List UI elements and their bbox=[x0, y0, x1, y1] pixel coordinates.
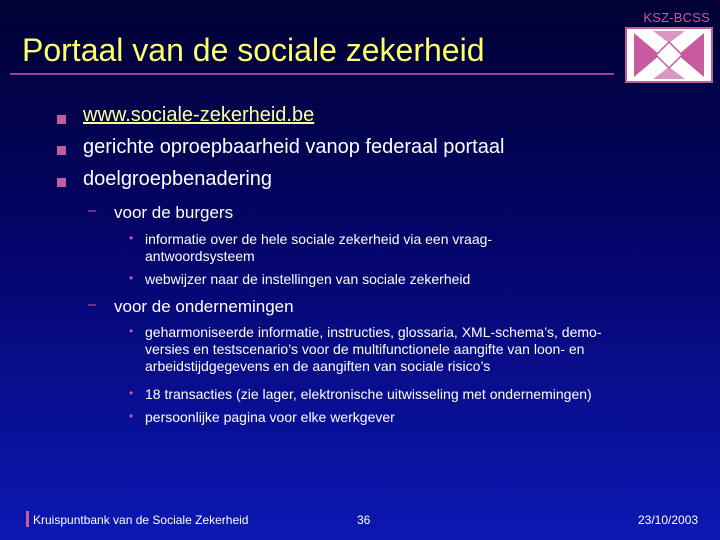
slide-title: Portaal van de sociale zekerheid bbox=[22, 32, 485, 68]
page-number: 36 bbox=[357, 513, 371, 527]
list-item: informatie over de hele sociale zekerheid via een vraag-antwoordsysteem bbox=[145, 231, 493, 264]
dot-bullet-icon: • bbox=[129, 231, 134, 245]
bullet-square-icon bbox=[57, 146, 66, 155]
dot-bullet-icon: • bbox=[129, 386, 134, 400]
ksz-diamond-logo-icon bbox=[625, 27, 713, 83]
brand-label: KSZ-BCSS bbox=[643, 10, 710, 25]
group-label-companies: voor de ondernemingen bbox=[114, 297, 294, 316]
dash-bullet-icon: – bbox=[88, 202, 97, 219]
bullet-square-icon bbox=[57, 178, 66, 187]
list-item: 18 transacties (zie lager, elektronische uitwisseling met ondernemingen) bbox=[145, 386, 592, 402]
title-divider bbox=[10, 73, 614, 75]
list-item: persoonlijke pagina voor elke werkgever bbox=[145, 409, 395, 425]
footer-accent-bar bbox=[26, 511, 29, 527]
bullet-text: doelgroepbenadering bbox=[83, 168, 273, 190]
dot-bullet-icon: • bbox=[129, 409, 134, 423]
portal-link[interactable]: www.sociale-zekerheid.be bbox=[83, 104, 315, 126]
group-label-citizens: voor de burgers bbox=[114, 203, 234, 222]
footer-date: 23/10/2003 bbox=[638, 513, 699, 527]
dot-bullet-icon: • bbox=[129, 271, 134, 285]
dash-bullet-icon: – bbox=[88, 296, 97, 313]
footer-organization: Kruispuntbank van de Sociale Zekerheid bbox=[33, 513, 249, 527]
list-item: webwijzer naar de instellingen van sociale zekerheid bbox=[145, 271, 471, 287]
bullet-square-icon bbox=[57, 115, 66, 124]
bullet-text: gerichte oproepbaarheid vanop federaal portaal bbox=[83, 136, 505, 158]
list-item: geharmoniseerde informatie, instructies, glossaria, XML-schema’s, demo-versies en testscenario’s voor de multifunctionele aangifte van loon- en arbeidstijdgegevens en de aangiften van sociale risico’s bbox=[145, 324, 602, 374]
dot-bullet-icon: • bbox=[129, 324, 134, 338]
